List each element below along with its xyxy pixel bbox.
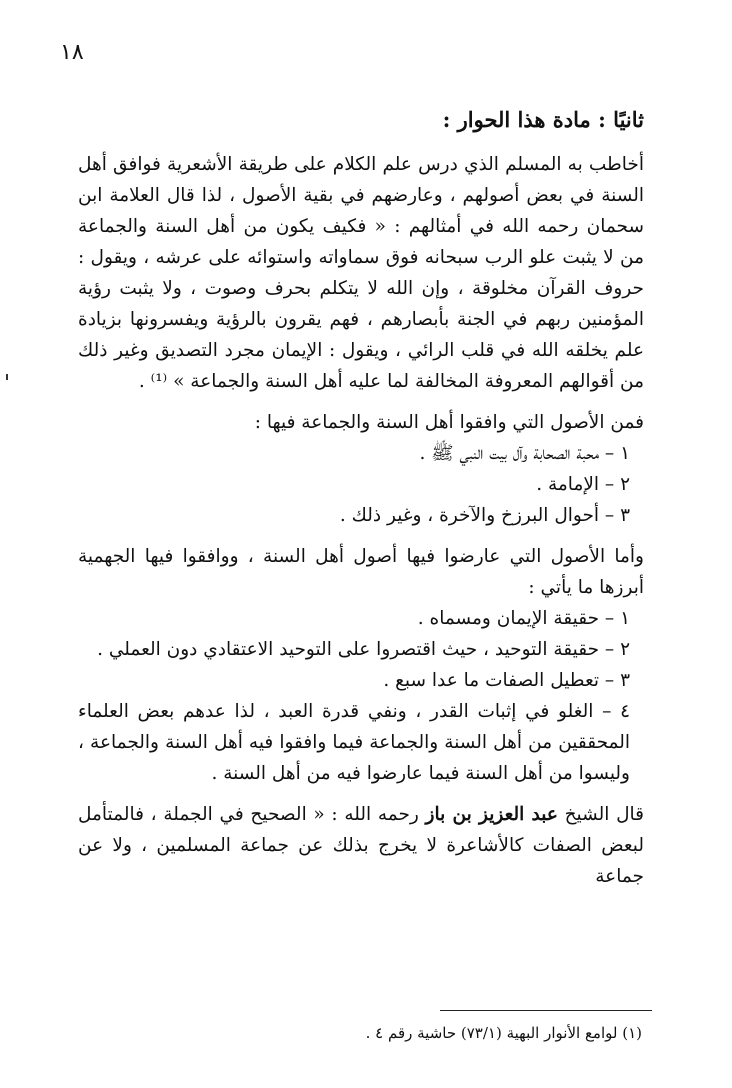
list2-item: ٢ – حقيقة التوحيد ، حيث اقتصروا على التوحيد الاعتقادي دون العملي .	[97, 639, 630, 660]
list1-intro: فمن الأصول التي وافقوا أهل السنة والجماعة فيها :	[254, 412, 644, 433]
paragraph-intro: أخاطب به المسلم الذي درس علم الكلام على طريقة الأشعرية فوافق أهل السنة في بعض أصولهم ، وعارضهم في بقية الأصول ، لذا قال العلامة ابن سحمان رحمه الله في أمثالهم : « فكيف يكون من أهل السنة والجماعة من لا يثبت علو الرب سبحانه فوق سماواته واستوائه على عرشه ، ويقول : حروف القرآن مخلوقة ، وإن الله لا يتكلم بحرف وصوت ، ولا يثبت رؤية المؤمنين ربهم في الجنة بأبصارهم ، فهم يقرون بالرؤية ويفسرونها بزيادة علم يخلقه الله في قلب الرائي ، ويقول : الإيمان مجرد التصديق وغير ذلك من أقوالهم المعروفة المخالفة لما عليه أهل السنة والجماعة » ⁽¹⁾ .	[78, 154, 645, 392]
body-text	[78, 104, 644, 892]
quote-after: رحمه الله : « الصحيح في الجملة ، فالمتأمل لبعض الصفات كالأشاعرة لا يخرج بذلك عن جماعة المسلمين ، ولا عن جماعة	[78, 804, 644, 887]
list1-item: ١ – محبة الصحابة وآل بيت النبي ﷺ .	[419, 443, 630, 464]
quote-before: قال الشيخ	[557, 804, 644, 825]
list1-item: ٢ – الإمامة .	[536, 474, 630, 495]
scholar-name: عبد العزيز بن باز	[425, 804, 558, 825]
list2-item: ٣ – تعطيل الصفات ما عدا سبع .	[383, 670, 630, 691]
margin-mark	[6, 374, 8, 380]
paragraph-quote	[78, 799, 644, 892]
footnote-separator	[440, 1010, 652, 1011]
section-heading: ثانيًا : مادة هذا الحوار :	[442, 107, 644, 132]
page-number: ١٨	[60, 40, 84, 65]
list2-item: ١ – حقيقة الإيمان ومسماه .	[417, 608, 630, 629]
list2-intro: وأما الأصول التي عارضوا فيها أصول أهل السنة ، ووافقوا فيها الجهمية أبرزها ما يأتي :	[78, 546, 644, 598]
list1-item: ٣ – أحوال البرزخ والآخرة ، وغير ذلك .	[339, 505, 630, 526]
footnote: (١) لوامع الأنوار البهية (٧٣/١) حاشية رقم ٤ .	[365, 1024, 642, 1042]
list2-item: ٤ – الغلو في إثبات القدر ، ونفي قدرة العبد ، لذا عدهم بعض العلماء المحققين من أهل السنة والجماعة فيما وافقوا فيه أهل السنة والجماعة ، وليسوا من أهل السنة فيما عارضوا فيه من أهل السنة .	[78, 701, 630, 784]
